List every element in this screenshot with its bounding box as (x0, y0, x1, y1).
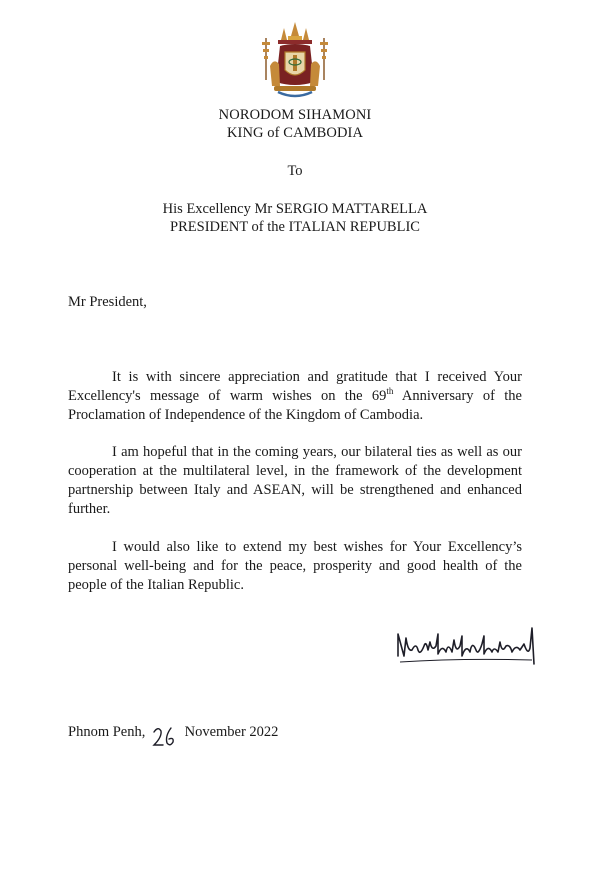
royal-crest-icon (260, 22, 330, 100)
paragraph-1-text-end: Anniversary of the Proclamation of Independence of the Kingdom of Cambodia. (68, 388, 522, 423)
body-paragraph-3: I would also like to extend my best wishes for Your Excellency’s personal well-being and for the peace, prosperity and good health of the people of the Italian Republic. (68, 539, 522, 593)
body-paragraph-2: I am hopeful that in the coming years, our bilateral ties as well as our cooperation at the multilateral level, in the framework of the development partnership between Italy and ASEAN, will be strengthened and enhanced further. (68, 444, 522, 517)
paragraph-1-text-start: It is with sincere appreciation and gratitude that I received Your Excellency's message of warm wishes on the 69 (68, 369, 522, 404)
body-paragraph-1 (68, 368, 522, 425)
handwritten-day-mark (151, 726, 179, 748)
salutation: Mr President, (68, 294, 147, 310)
date-line (68, 724, 278, 741)
ordinal-suffix: th (386, 386, 394, 397)
sender-title: KING of CAMBODIA (226, 125, 364, 141)
handwritten-signature (392, 622, 542, 670)
month-year: November 2022 (184, 724, 279, 740)
place-name: Phnom Penh, (68, 724, 146, 740)
to-label: To (287, 163, 303, 179)
recipient-name: His Excellency Mr SERGIO MATTARELLA (162, 201, 428, 217)
sender-name: NORODOM SIHAMONI (218, 107, 372, 123)
recipient-title: PRESIDENT of the ITALIAN REPUBLIC (170, 219, 420, 235)
